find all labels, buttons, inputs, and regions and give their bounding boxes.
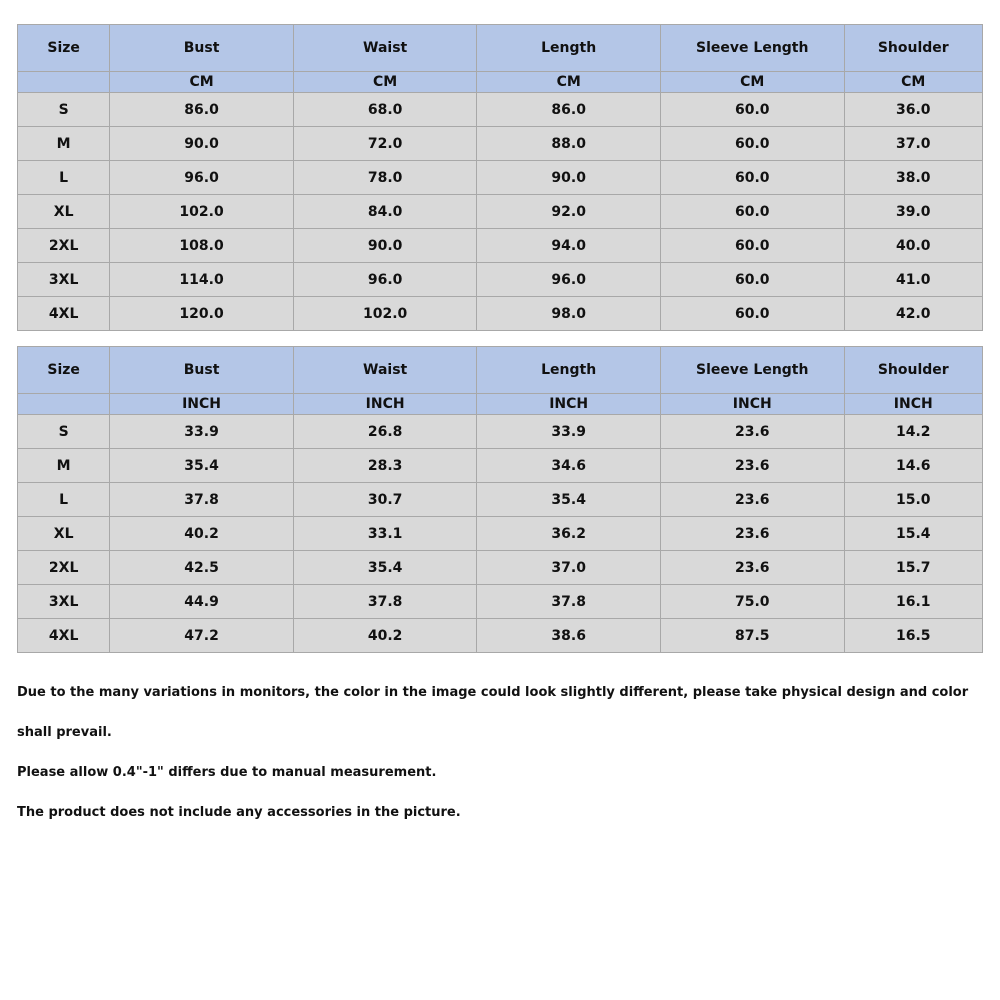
size-cell: S — [18, 415, 110, 449]
unit-cell: CM — [110, 72, 294, 93]
note-color-variation: Due to the many variations in monitors, the color in the image could look slightly different, please take physical design and color — [17, 685, 969, 700]
measurement-cell: 15.7 — [844, 551, 982, 585]
measurement-cell: 78.0 — [293, 161, 477, 195]
column-header: Length — [477, 347, 661, 394]
table-row — [18, 93, 983, 127]
unit-row — [18, 72, 983, 93]
measurement-cell: 86.0 — [110, 93, 294, 127]
size-table-inch-body — [18, 347, 983, 653]
measurement-cell: 16.1 — [844, 585, 982, 619]
measurement-cell: 35.4 — [293, 551, 477, 585]
size-cell: S — [18, 93, 110, 127]
unit-cell: INCH — [477, 394, 661, 415]
measurement-cell: 34.6 — [477, 449, 661, 483]
measurement-cell: 23.6 — [660, 415, 844, 449]
unit-cell: INCH — [844, 394, 982, 415]
size-cell: 4XL — [18, 619, 110, 653]
measurement-cell: 90.0 — [293, 229, 477, 263]
measurement-cell: 60.0 — [660, 195, 844, 229]
measurement-cell: 68.0 — [293, 93, 477, 127]
measurement-cell: 41.0 — [844, 263, 982, 297]
table-row — [18, 127, 983, 161]
measurement-cell: 44.9 — [110, 585, 294, 619]
column-header: Shoulder — [844, 347, 982, 394]
column-header: Waist — [293, 25, 477, 72]
measurement-cell: 39.0 — [844, 195, 982, 229]
measurement-cell: 33.9 — [110, 415, 294, 449]
measurement-cell: 37.0 — [477, 551, 661, 585]
size-cell: 3XL — [18, 585, 110, 619]
measurement-cell: 90.0 — [477, 161, 661, 195]
size-cell: M — [18, 449, 110, 483]
measurement-cell: 90.0 — [110, 127, 294, 161]
size-cell: L — [18, 483, 110, 517]
measurement-cell: 40.0 — [844, 229, 982, 263]
measurement-cell: 33.9 — [477, 415, 661, 449]
column-header: Waist — [293, 347, 477, 394]
table-row — [18, 483, 983, 517]
table-row — [18, 263, 983, 297]
size-cell: XL — [18, 517, 110, 551]
measurement-cell: 92.0 — [477, 195, 661, 229]
measurement-cell: 60.0 — [660, 127, 844, 161]
measurement-cell: 98.0 — [477, 297, 661, 331]
column-header: Bust — [110, 347, 294, 394]
measurement-cell: 87.5 — [660, 619, 844, 653]
measurement-cell: 114.0 — [110, 263, 294, 297]
size-cell: L — [18, 161, 110, 195]
unit-cell: INCH — [110, 394, 294, 415]
column-header: Length — [477, 25, 661, 72]
measurement-cell: 37.8 — [477, 585, 661, 619]
measurement-cell: 72.0 — [293, 127, 477, 161]
measurement-cell: 40.2 — [293, 619, 477, 653]
unit-cell: INCH — [660, 394, 844, 415]
measurement-cell: 108.0 — [110, 229, 294, 263]
measurement-cell: 94.0 — [477, 229, 661, 263]
size-cell: 4XL — [18, 297, 110, 331]
column-header: Sleeve Length — [660, 25, 844, 72]
unit-cell — [18, 72, 110, 93]
measurement-cell: 102.0 — [293, 297, 477, 331]
measurement-cell: 35.4 — [477, 483, 661, 517]
measurement-cell: 15.0 — [844, 483, 982, 517]
measurement-cell: 33.1 — [293, 517, 477, 551]
measurement-cell: 40.2 — [110, 517, 294, 551]
measurement-cell: 36.2 — [477, 517, 661, 551]
column-header: Shoulder — [844, 25, 982, 72]
measurement-cell: 96.0 — [477, 263, 661, 297]
measurement-cell: 38.6 — [477, 619, 661, 653]
size-cell: XL — [18, 195, 110, 229]
measurement-cell: 42.0 — [844, 297, 982, 331]
measurement-cell: 42.5 — [110, 551, 294, 585]
measurement-cell: 16.5 — [844, 619, 982, 653]
measurement-cell: 15.4 — [844, 517, 982, 551]
measurement-cell: 30.7 — [293, 483, 477, 517]
measurement-cell: 60.0 — [660, 93, 844, 127]
measurement-cell: 47.2 — [110, 619, 294, 653]
unit-cell: CM — [844, 72, 982, 93]
measurement-cell: 84.0 — [293, 195, 477, 229]
measurement-cell: 35.4 — [110, 449, 294, 483]
size-table-cm — [17, 24, 983, 331]
measurement-cell: 60.0 — [660, 263, 844, 297]
size-table-cm-body — [18, 25, 983, 331]
table-row — [18, 517, 983, 551]
column-header: Size — [18, 25, 110, 72]
measurement-cell: 23.6 — [660, 517, 844, 551]
unit-cell: CM — [293, 72, 477, 93]
size-table-inch — [17, 346, 983, 653]
measurement-cell: 60.0 — [660, 229, 844, 263]
table-row — [18, 449, 983, 483]
table-row — [18, 415, 983, 449]
measurement-cell: 37.8 — [110, 483, 294, 517]
measurement-cell: 23.6 — [660, 551, 844, 585]
measurement-cell: 96.0 — [110, 161, 294, 195]
size-cell: 2XL — [18, 551, 110, 585]
table-row — [18, 195, 983, 229]
table-row — [18, 551, 983, 585]
note-measurement-tolerance: Please allow 0.4"-1" differs due to manual measurement. — [17, 765, 437, 780]
measurement-cell: 120.0 — [110, 297, 294, 331]
measurement-cell: 23.6 — [660, 449, 844, 483]
table-row — [18, 161, 983, 195]
header-row — [18, 347, 983, 394]
unit-cell — [18, 394, 110, 415]
size-cell: 3XL — [18, 263, 110, 297]
header-row — [18, 25, 983, 72]
column-header: Bust — [110, 25, 294, 72]
measurement-cell: 28.3 — [293, 449, 477, 483]
measurement-cell: 38.0 — [844, 161, 982, 195]
measurement-cell: 102.0 — [110, 195, 294, 229]
size-cell: 2XL — [18, 229, 110, 263]
table-row — [18, 229, 983, 263]
unit-cell: CM — [477, 72, 661, 93]
measurement-cell: 26.8 — [293, 415, 477, 449]
unit-cell: CM — [660, 72, 844, 93]
note-accessories: The product does not include any accessories in the picture. — [17, 805, 461, 820]
measurement-cell: 23.6 — [660, 483, 844, 517]
measurement-cell: 75.0 — [660, 585, 844, 619]
measurement-cell: 86.0 — [477, 93, 661, 127]
measurement-cell: 14.6 — [844, 449, 982, 483]
column-header: Size — [18, 347, 110, 394]
size-cell: M — [18, 127, 110, 161]
table-row — [18, 619, 983, 653]
measurement-cell: 88.0 — [477, 127, 661, 161]
measurement-cell: 60.0 — [660, 297, 844, 331]
measurement-cell: 37.8 — [293, 585, 477, 619]
unit-cell: INCH — [293, 394, 477, 415]
note-color-variation-cont: shall prevail. — [17, 725, 112, 740]
table-row — [18, 585, 983, 619]
table-row — [18, 297, 983, 331]
unit-row — [18, 394, 983, 415]
measurement-cell: 60.0 — [660, 161, 844, 195]
measurement-cell: 14.2 — [844, 415, 982, 449]
measurement-cell: 36.0 — [844, 93, 982, 127]
measurement-cell: 96.0 — [293, 263, 477, 297]
measurement-cell: 37.0 — [844, 127, 982, 161]
column-header: Sleeve Length — [660, 347, 844, 394]
